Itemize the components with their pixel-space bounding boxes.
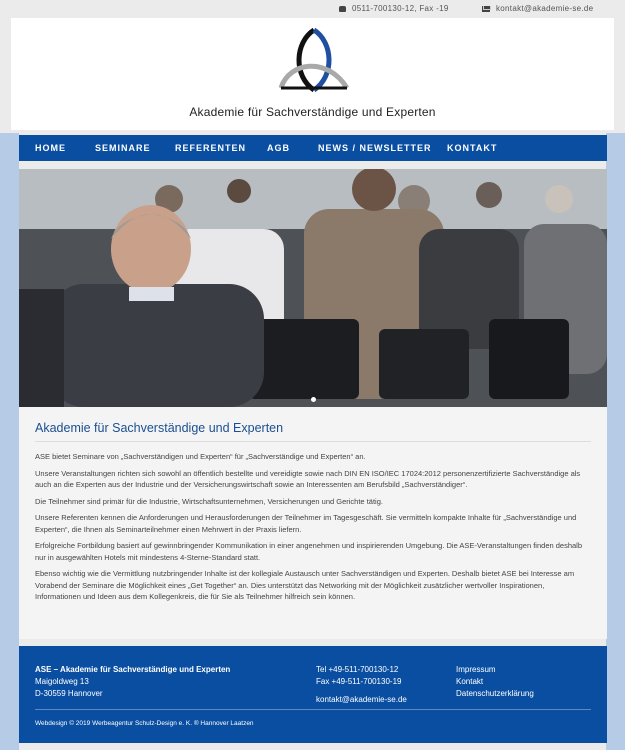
site-title: Akademie für Sachverständige und Experten — [189, 105, 436, 119]
main-content — [19, 407, 607, 639]
nav-seminare[interactable]: SEMINARE — [95, 143, 151, 153]
footer-divider — [35, 709, 591, 710]
footer-links — [456, 664, 534, 700]
footer-street: Maigoldweg 13 — [35, 677, 89, 686]
mail-icon — [482, 6, 490, 12]
content-paragraph: ASE bietet Seminare von „Sachverständigen und Experten“ für „Sachverständige und Experten“ an. — [35, 452, 366, 461]
main-navigation — [19, 135, 607, 161]
left-side-band — [0, 133, 19, 750]
nav-home[interactable]: HOME — [35, 143, 66, 153]
content-paragraph: Erfolgreiche Fortbildung basiert auf gewinnbringender Kommunikation in einer angenehmen und inspirierenden Umgebung. Die ASE-Veranstaltungen finden deshalb nur in ausgewählten Hotels mit mindestens 4-Sterne-Standard statt. — [35, 541, 583, 562]
footer-link-impressum[interactable]: Impressum — [456, 665, 496, 674]
footer-link-kontakt[interactable]: Kontakt — [456, 677, 484, 686]
right-side-band — [606, 133, 625, 750]
footer-contact — [316, 664, 407, 706]
footer-org-name: ASE – Akademie für Sachverständige und Experten — [35, 665, 231, 674]
footer-fax: Fax +49-511-700130-19 — [316, 677, 402, 686]
site-footer — [19, 646, 607, 743]
topbar-email[interactable] — [482, 4, 593, 13]
footer-city: D-30559 Hannover — [35, 689, 103, 698]
nav-news-newsletter[interactable]: NEWS / NEWSLETTER — [318, 143, 432, 153]
content-paragraph: Die Teilnehmer sind primär für die Industrie, Wirtschaftsunternehmen, Versicherungen und Gerichte tätig. — [35, 496, 383, 506]
topbar-phone-text: 0511-700130-12, Fax -19 — [352, 4, 449, 13]
nav-agb[interactable]: AGB — [267, 143, 290, 153]
hero-slider-image — [19, 169, 607, 407]
footer-email-link[interactable]: kontakt@akademie-se.de — [316, 695, 407, 704]
footer-tel: Tel +49-511-700130-12 — [316, 665, 399, 674]
topbar-phone — [339, 4, 449, 13]
topbar-email-text[interactable]: kontakt@akademie-se.de — [496, 4, 594, 13]
nav-kontakt[interactable]: KONTAKT — [447, 143, 498, 153]
site-header — [11, 18, 614, 130]
footer-copyright: Webdesign © 2019 Werbeagentur Schulz-Design e. K. ® Hannover Laatzen — [35, 720, 254, 727]
slider-dot[interactable] — [311, 397, 316, 402]
content-paragraph: Ebenso wichtig wie die Vermittlung nutzbringender Inhalte ist der kollegiale Austausch unter Sachverständigen und Experten. Deshalb bietet ASE bei Interesse am Vorabend der Seminare die Möglichkeit eines „Get Together“ an. Dies unterstützt das Networking mit der Möglichkeit zusätzlicher wertvoller Inspirationen, Informationen und Ideen aus dem Kollegenkreis, die für Sie als Teilnehmer hilfreich sein können. — [35, 569, 575, 601]
top-contact-bar — [0, 0, 625, 18]
seminar-audience-image — [19, 169, 607, 407]
footer-address — [35, 664, 230, 700]
nav-referenten[interactable]: REFERENTEN — [175, 143, 247, 153]
logo[interactable] — [275, 24, 353, 98]
footer-link-datenschutz[interactable]: Datenschutzerklärung — [456, 689, 534, 698]
content-paragraph: Unsere Referenten kennen die Anforderungen und Herausforderungen der Teilnehmer im Tagesgeschäft. Sie vermitteln kompakte Inhalte für „Sachverständige und Experten“, die Ihnen als Seminarteilnehmer einen Mehrwert in der Praxis liefern. — [35, 513, 577, 534]
phone-icon — [339, 5, 346, 13]
content-paragraph: Unsere Veranstaltungen richten sich sowohl an öffentlich bestellte und vereidigte sowie nach DIN EN ISO/IEC 17024:2012 personenzertifizierte Sachverständige als auch an die Experten aus der Industrie und der Versicherungswirtschaft sowie an Interessenten am Berufsbild „Sachverständiger“. — [35, 468, 581, 489]
page-title: Akademie für Sachverständige und Experten — [35, 421, 591, 442]
